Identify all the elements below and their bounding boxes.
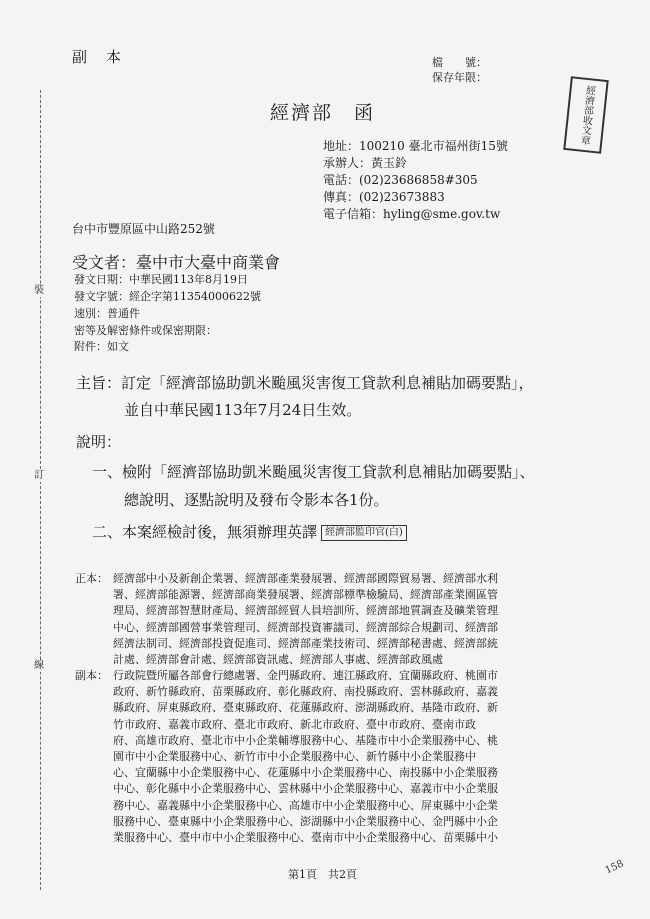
retention-label: 保存年限： [432,71,487,84]
sender-contact-person: 承辦人：黃玉鈴 [323,156,408,170]
sender-address: 地址：100210 臺北市福州街15號 [323,139,508,153]
subject-line-2: 並自中華民國113年7月24日生效。 [124,401,362,419]
binding-line [40,90,41,890]
handwritten-note: 158 [603,858,626,877]
subject-line-1: 主旨：訂定「經濟部協助凱米颱風災害復工貸款利息補貼加碼要點」， [76,374,534,392]
cc-copy-line: 竹市政府、嘉義市政府、臺北市政府、新北市政府、臺中市政府、臺南市政 [113,717,476,731]
recipient: 受文者：臺中市大臺中商業會 [72,253,281,272]
explanation-item-1-line-1: 一、檢附「經濟部協助凱米颱風災害復工貸款利息補貼加碼要點」、 [92,463,535,481]
urgency: 速別：普通件 [74,307,140,320]
recipient-address: 台中市豐原區中山路252號 [72,222,215,236]
sender-email: 電子信箱：hyling@sme.gov.tw [323,207,501,221]
document-title: 經濟部 函 [270,102,376,124]
cc-copy-line: 副本： 行政院暨所屬各部會行總處署、金門縣政府、連江縣政府、宜蘭縣政府、桃園市 [75,668,498,684]
margin-mark-line: 線 [34,660,44,671]
cc-copy-line: 府、高雄市政府、臺北市中小企業輔導服務中心、基隆市中小企業服務中心、桃 [113,733,498,747]
cc-copy-label: 副本： [75,669,108,682]
classification: 密等及解密條件或保密期限： [74,324,217,337]
cc-copy-line: 心、宜蘭縣中小企業服務中心、花蓮縣中小企業服務中心、南投縣中小企業服務 [113,766,498,780]
cc-main-line: 計處、經濟部會計處、經濟部資訊處、經濟部人事處、經濟部政風處 [113,653,443,667]
cc-main-line: 正本： 經濟部中小及新創企業署、經濟部產業發展署、經濟部國際貿易署、經濟部水利 [75,571,498,587]
cc-copy-line: 業服務中心、臺中市中小企業服務中心、臺南市中小企業服務中心、苗栗縣中小 [113,831,498,845]
file-number-label: 檔 號： [432,56,487,69]
cc-main-line: 經濟法制司、經濟部投資促進司、經濟部產業技術司、經濟部秘書處、經濟部統 [113,636,498,650]
cc-main-line: 署、經濟部能源署、經濟部商業發展署、經濟部標準檢驗局、經濟部產業園區管 [113,588,498,602]
cc-copy-line: 務中心、嘉義縣中小企業服務中心、高雄市中小企業服務中心、屏東縣中小企業 [113,798,498,812]
cc-copy-line: 中心、彰化縣中小企業服務中心、雲林縣中小企業服務中心、嘉義市中小企業服 [113,782,498,796]
sender-fax: 傳真：(02)23673883 [323,190,445,204]
cc-copy-line: 園市中小企業服務中心、新竹市中小企業服務中心、新竹縣中小企業服務中 [113,750,476,764]
cc-main-line: 理局、經濟部智慧財產局、經濟部經貿人員培訓所、經濟部地質調查及礦業管理 [113,604,498,618]
cc-main-line: 中心、經濟部國營事業管理司、經濟部投資審議司、經濟部綜合規劃司、經濟部 [113,620,498,634]
received-stamp: 經濟部收文章 [563,76,609,154]
cc-copy-line: 服務中心、臺東縣中小企業服務中心、澎湖縣中小企業服務中心、金門縣中小企 [113,814,498,828]
cc-copy-line: 縣政府、屏東縣政府、臺東縣政府、花蓮縣政府、澎湖縣政府、基隆市政府、新 [113,701,498,715]
cc-main-label: 正本： [75,572,108,585]
sender-phone: 電話：(02)23686858#305 [323,173,478,187]
explanation-item-1-line-2: 總說明、逐點說明及發布令影本各1份。 [124,491,389,509]
explanation-item-2-text: 二、本案經檢討後，無須辦理英譯 [92,523,318,541]
explanation-item-2 [92,521,407,542]
issue-number: 發文字號：經企字第11354000622號 [74,290,261,303]
seal-stamp: 經濟部監印官(白) [321,525,407,541]
margin-mark-staple: 訂 [34,470,44,481]
copy-mark: 副 本 [72,48,124,66]
attachment: 附件：如文 [74,340,129,353]
explanation-label: 說明： [76,433,122,451]
margin-mark-bind: 裝 [34,285,44,296]
cc-main-block [75,571,498,668]
issue-date: 發文日期：中華民國113年8月19日 [74,273,248,286]
page-footer: 第1頁 共2頁 [288,868,357,881]
cc-copy-line: 政府、新竹縣政府、苗栗縣政府、彰化縣政府、南投縣政府、雲林縣政府、嘉義 [113,685,498,699]
cc-copy-block [75,668,498,846]
